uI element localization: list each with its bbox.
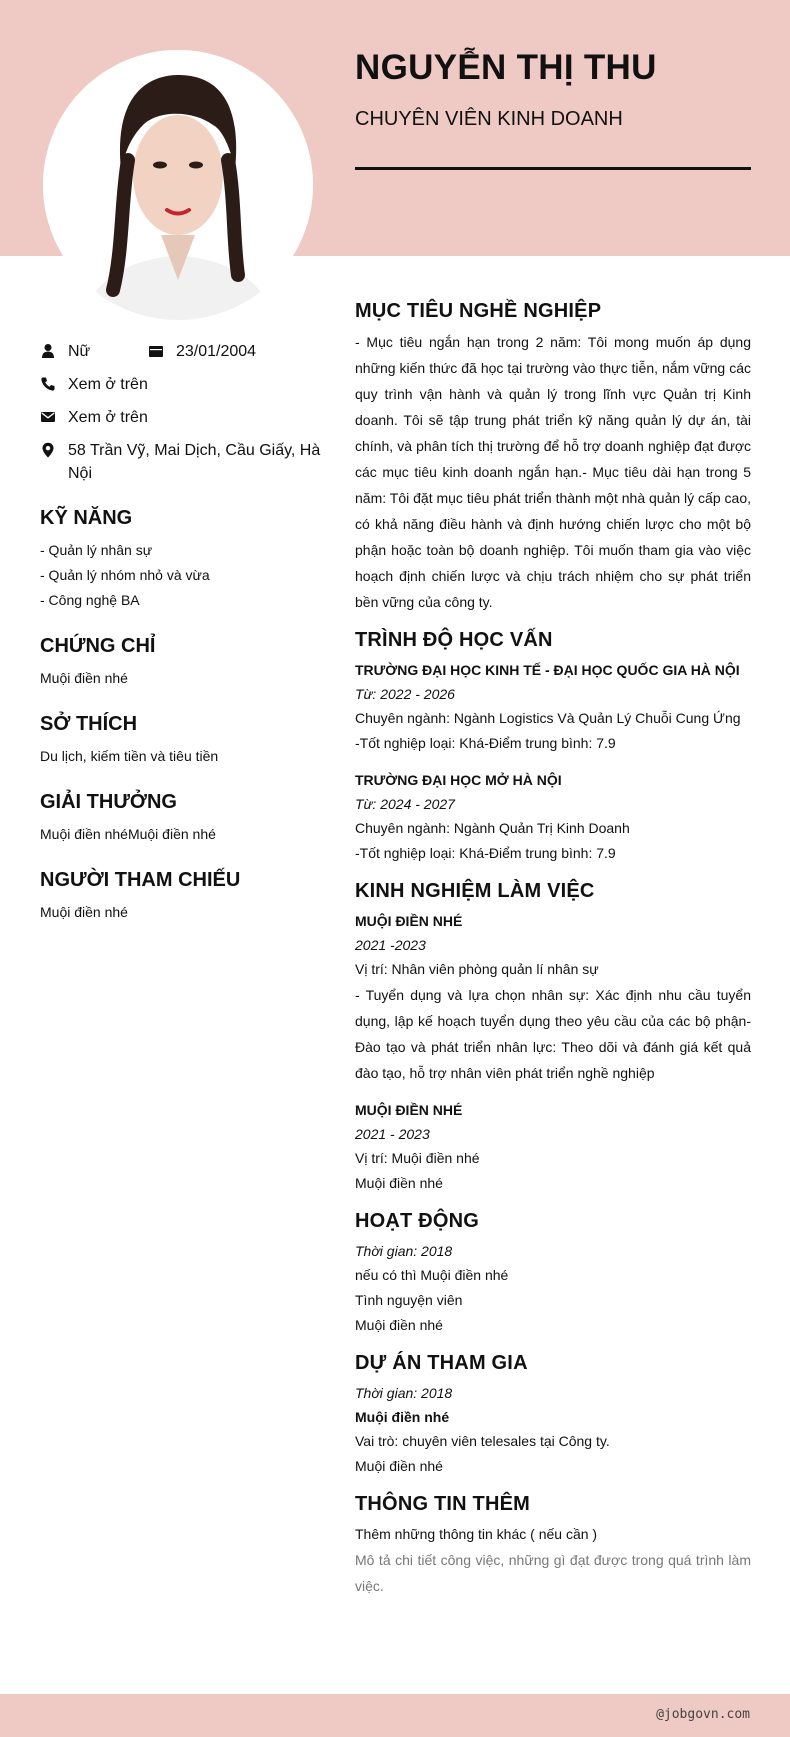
certificates-section [40,635,330,691]
job-title: CHUYÊN VIÊN KINH DOANH [355,108,623,130]
job-description: - Tuyển dụng và lựa chọn nhân sự: Xác định nhu cầu tuyển dụng, lập kế hoạch tuyển dụng theo yêu cầu của các bộ phận- Đào tạo và phát triển nhân lực: Theo dõi và đánh giá kết quả đào tạo, hỗ trợ nhân viên phát triển nghề nghiệp [355,987,751,1081]
education-heading: TRÌNH ĐỘ HỌC VẤN [355,629,553,651]
user-icon [40,343,56,359]
objective-heading: MỤC TIÊU NGHỀ NGHIỆP [355,300,602,322]
school-major: Chuyên ngành: Ngành Logistics Và Quản Lý Chuỗi Cung Ứng [355,710,741,726]
skill-item: - Quản lý nhóm nhỏ và vừa [40,567,210,583]
activities-time: Thời gian: 2018 [355,1243,453,1259]
certificates-text: Muội điền nhé [40,670,128,686]
email-value[interactable]: Xem ở trên [68,409,148,426]
company-name: MUỘI ĐIỀN NHÉ [355,1102,463,1118]
school-grade: -Tốt nghiệp loại: Khá-Điểm trung bình: 7.9 [355,735,616,751]
objective-text: - Mục tiêu ngắn hạn trong 2 năm: Tôi mong muốn áp dụng những kiến thức đã học tại trường vào thực tiễn, nắm vững các quy trình vận hành và quản lý trong lĩnh vực Quản trị Kinh doanh. Tôi sẽ tập trung phát triển kỹ năng quản lý dự án, tài chính, và phân tích thị trường để hỗ trợ doanh nghiệp đạt được các mục tiêu kinh doanh ngắn hạn.- Mục tiêu dài hạn trong 5 năm: Tôi đặt mục tiêu phát triển thành một nhà quản lý cấp cao, có khả năng điều hành và định hướng chiến lược cho một bộ phận hoặc toàn bộ doanh nghiệp. Tôi muốn tham gia vào việc hoạch định chiến lược và chịu trách nhiệm cho sự phát triển bền vững của công ty. [355,334,751,610]
experience-section [355,880,751,1196]
location-icon [40,442,56,458]
extra-heading: THÔNG TIN THÊM [355,1493,531,1515]
awards-text: Muội điền nhéMuội điền nhé [40,826,216,842]
email-row [40,406,330,429]
extra-section [355,1493,751,1599]
project-description: Muội điền nhé [355,1458,443,1474]
school-period: Từ: 2022 - 2026 [355,686,455,702]
hobbies-heading: SỞ THÍCH [40,713,138,735]
calendar-icon [148,343,164,359]
references-heading: NGƯỜI THAM CHIẾU [40,869,241,891]
profile-photo [43,50,313,320]
experience-heading: KINH NGHIỆM LÀM VIỆC [355,880,595,902]
job-period: 2021 -2023 [355,937,426,953]
school-major: Chuyên ngành: Ngành Quản Trị Kinh Doanh [355,820,630,836]
references-section [40,869,330,925]
education-entry [355,768,751,866]
school-name: TRƯỜNG ĐẠI HỌC MỞ HÀ NỘI [355,772,562,788]
project-role: Vai trò: chuyên viên telesales tại Công ty. [355,1433,610,1449]
right-column [355,300,751,1613]
objective-section [355,300,751,615]
birthday-value: 23/01/2004 [176,343,257,360]
mail-icon [40,409,56,425]
project-name: Muội điền nhé [355,1409,450,1425]
skills-section [40,507,330,613]
candidate-name: NGUYỄN THỊ THU [355,48,657,87]
activities-section [355,1210,751,1338]
activities-line: Tình nguyện viên [355,1292,463,1308]
school-grade: -Tốt nghiệp loại: Khá-Điểm trung bình: 7.9 [355,845,616,861]
references-text: Muội điền nhé [40,904,128,920]
company-name: MUỘI ĐIỀN NHÉ [355,913,463,929]
gender-birthday-row [40,340,330,363]
gender-value: Nữ [68,343,91,360]
skills-heading: KỸ NĂNG [40,507,133,529]
skill-item: - Công nghệ BA [40,592,140,608]
projects-heading: DỰ ÁN THAM GIA [355,1352,528,1374]
title-divider [355,167,751,170]
phone-value[interactable]: Xem ở trên [68,376,148,393]
footer-website[interactable]: @jobgovn.com [656,1707,750,1722]
footer-band [0,1694,790,1737]
activities-heading: HOẠT ĐỘNG [355,1210,480,1232]
experience-entry [355,909,751,1086]
school-period: Từ: 2024 - 2027 [355,796,455,812]
job-period: 2021 - 2023 [355,1126,430,1142]
activities-line: nếu có thì Muội điền nhé [355,1267,509,1283]
projects-time: Thời gian: 2018 [355,1385,453,1401]
school-name: TRƯỜNG ĐẠI HỌC KINH TẾ - ĐẠI HỌC QUỐC GIA HÀ NỘI [355,662,740,678]
hobbies-text: Du lịch, kiếm tiền và tiêu tiền [40,748,219,764]
awards-section [40,791,330,847]
address-value: 58 Trần Vỹ, Mai Dịch, Cầu Giấy, Hà Nội [68,442,321,482]
certificates-heading: CHỨNG CHỈ [40,635,156,657]
extra-description: Mô tả chi tiết công việc, những gì đạt được trong quá trình làm việc. [355,1552,751,1594]
left-column [40,340,330,925]
hobbies-section [40,713,330,769]
job-position: Vị trí: Muội điền nhé [355,1150,480,1166]
activities-line: Muội điền nhé [355,1317,443,1333]
extra-line: Thêm những thông tin khác ( nếu cần ) [355,1526,598,1542]
education-entry [355,658,751,756]
education-section [355,629,751,866]
projects-section [355,1352,751,1479]
phone-row [40,373,330,396]
job-position: Vị trí: Nhân viên phòng quản lí nhân sự [355,961,599,977]
experience-entry [355,1098,751,1196]
awards-heading: GIẢI THƯỞNG [40,791,177,813]
job-description: Muội điền nhé [355,1175,443,1191]
skill-item: - Quản lý nhân sự [40,542,153,558]
phone-icon [40,376,56,392]
address-row [40,439,330,485]
